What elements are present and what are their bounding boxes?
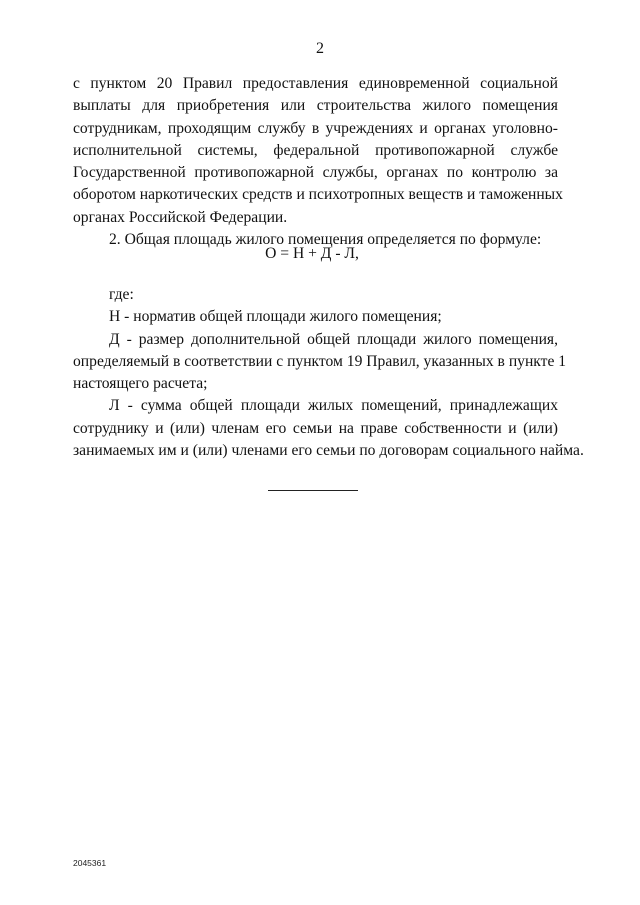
definition-d-line: настоящего расчета; — [73, 375, 208, 393]
document-code: 2045361 — [73, 858, 107, 868]
end-of-document-rule — [268, 490, 358, 491]
definition-l-line: занимаемых им и (или) членами его семьи по договорам социального найма. — [73, 442, 584, 460]
paragraph-line: оборотом наркотических средств и психотропных веществ и таможенных — [73, 186, 563, 204]
definition-n: Н - норматив общей площади жилого помещения; — [109, 308, 442, 326]
where-label: где: — [109, 286, 134, 303]
definition-l-line: Л - сумма общей площади жилых помещений, принадлежащих — [109, 397, 558, 415]
definition-l-line: сотруднику и (или) членам его семьи на праве собственности и (или) — [73, 419, 558, 437]
paragraph-line: с пунктом 20 Правил предоставления единовременной социальной — [73, 75, 558, 92]
definitions — [73, 284, 584, 462]
paragraph-line: Государственной противопожарной службы, органах по контролю за — [73, 164, 558, 182]
main-text — [73, 73, 563, 251]
paragraph-line: выплаты для приобретения или строительства жилого помещения — [73, 97, 558, 115]
definition-d-line: Д - размер дополнительной общей площади жилого помещения, — [109, 330, 558, 348]
definition-d-line: определяемый в соответствии с пунктом 19 Правил, указанных в пункте 1 — [73, 352, 567, 370]
item-2-paragraph: 2. Общая площадь жилого помещения определяется по формуле: — [109, 231, 542, 249]
page-number: 2 — [316, 40, 324, 57]
formula-text: О = Н + Д - Л, — [265, 245, 359, 262]
paragraph-line: сотрудникам, проходящим службу в учреждениях и органах уголовно- — [73, 119, 558, 137]
paragraph-line: исполнительной системы, федеральной противопожарной службе — [73, 141, 558, 159]
paragraph-line: органах Российской Федерации. — [73, 208, 288, 226]
area-formula — [0, 245, 640, 263]
